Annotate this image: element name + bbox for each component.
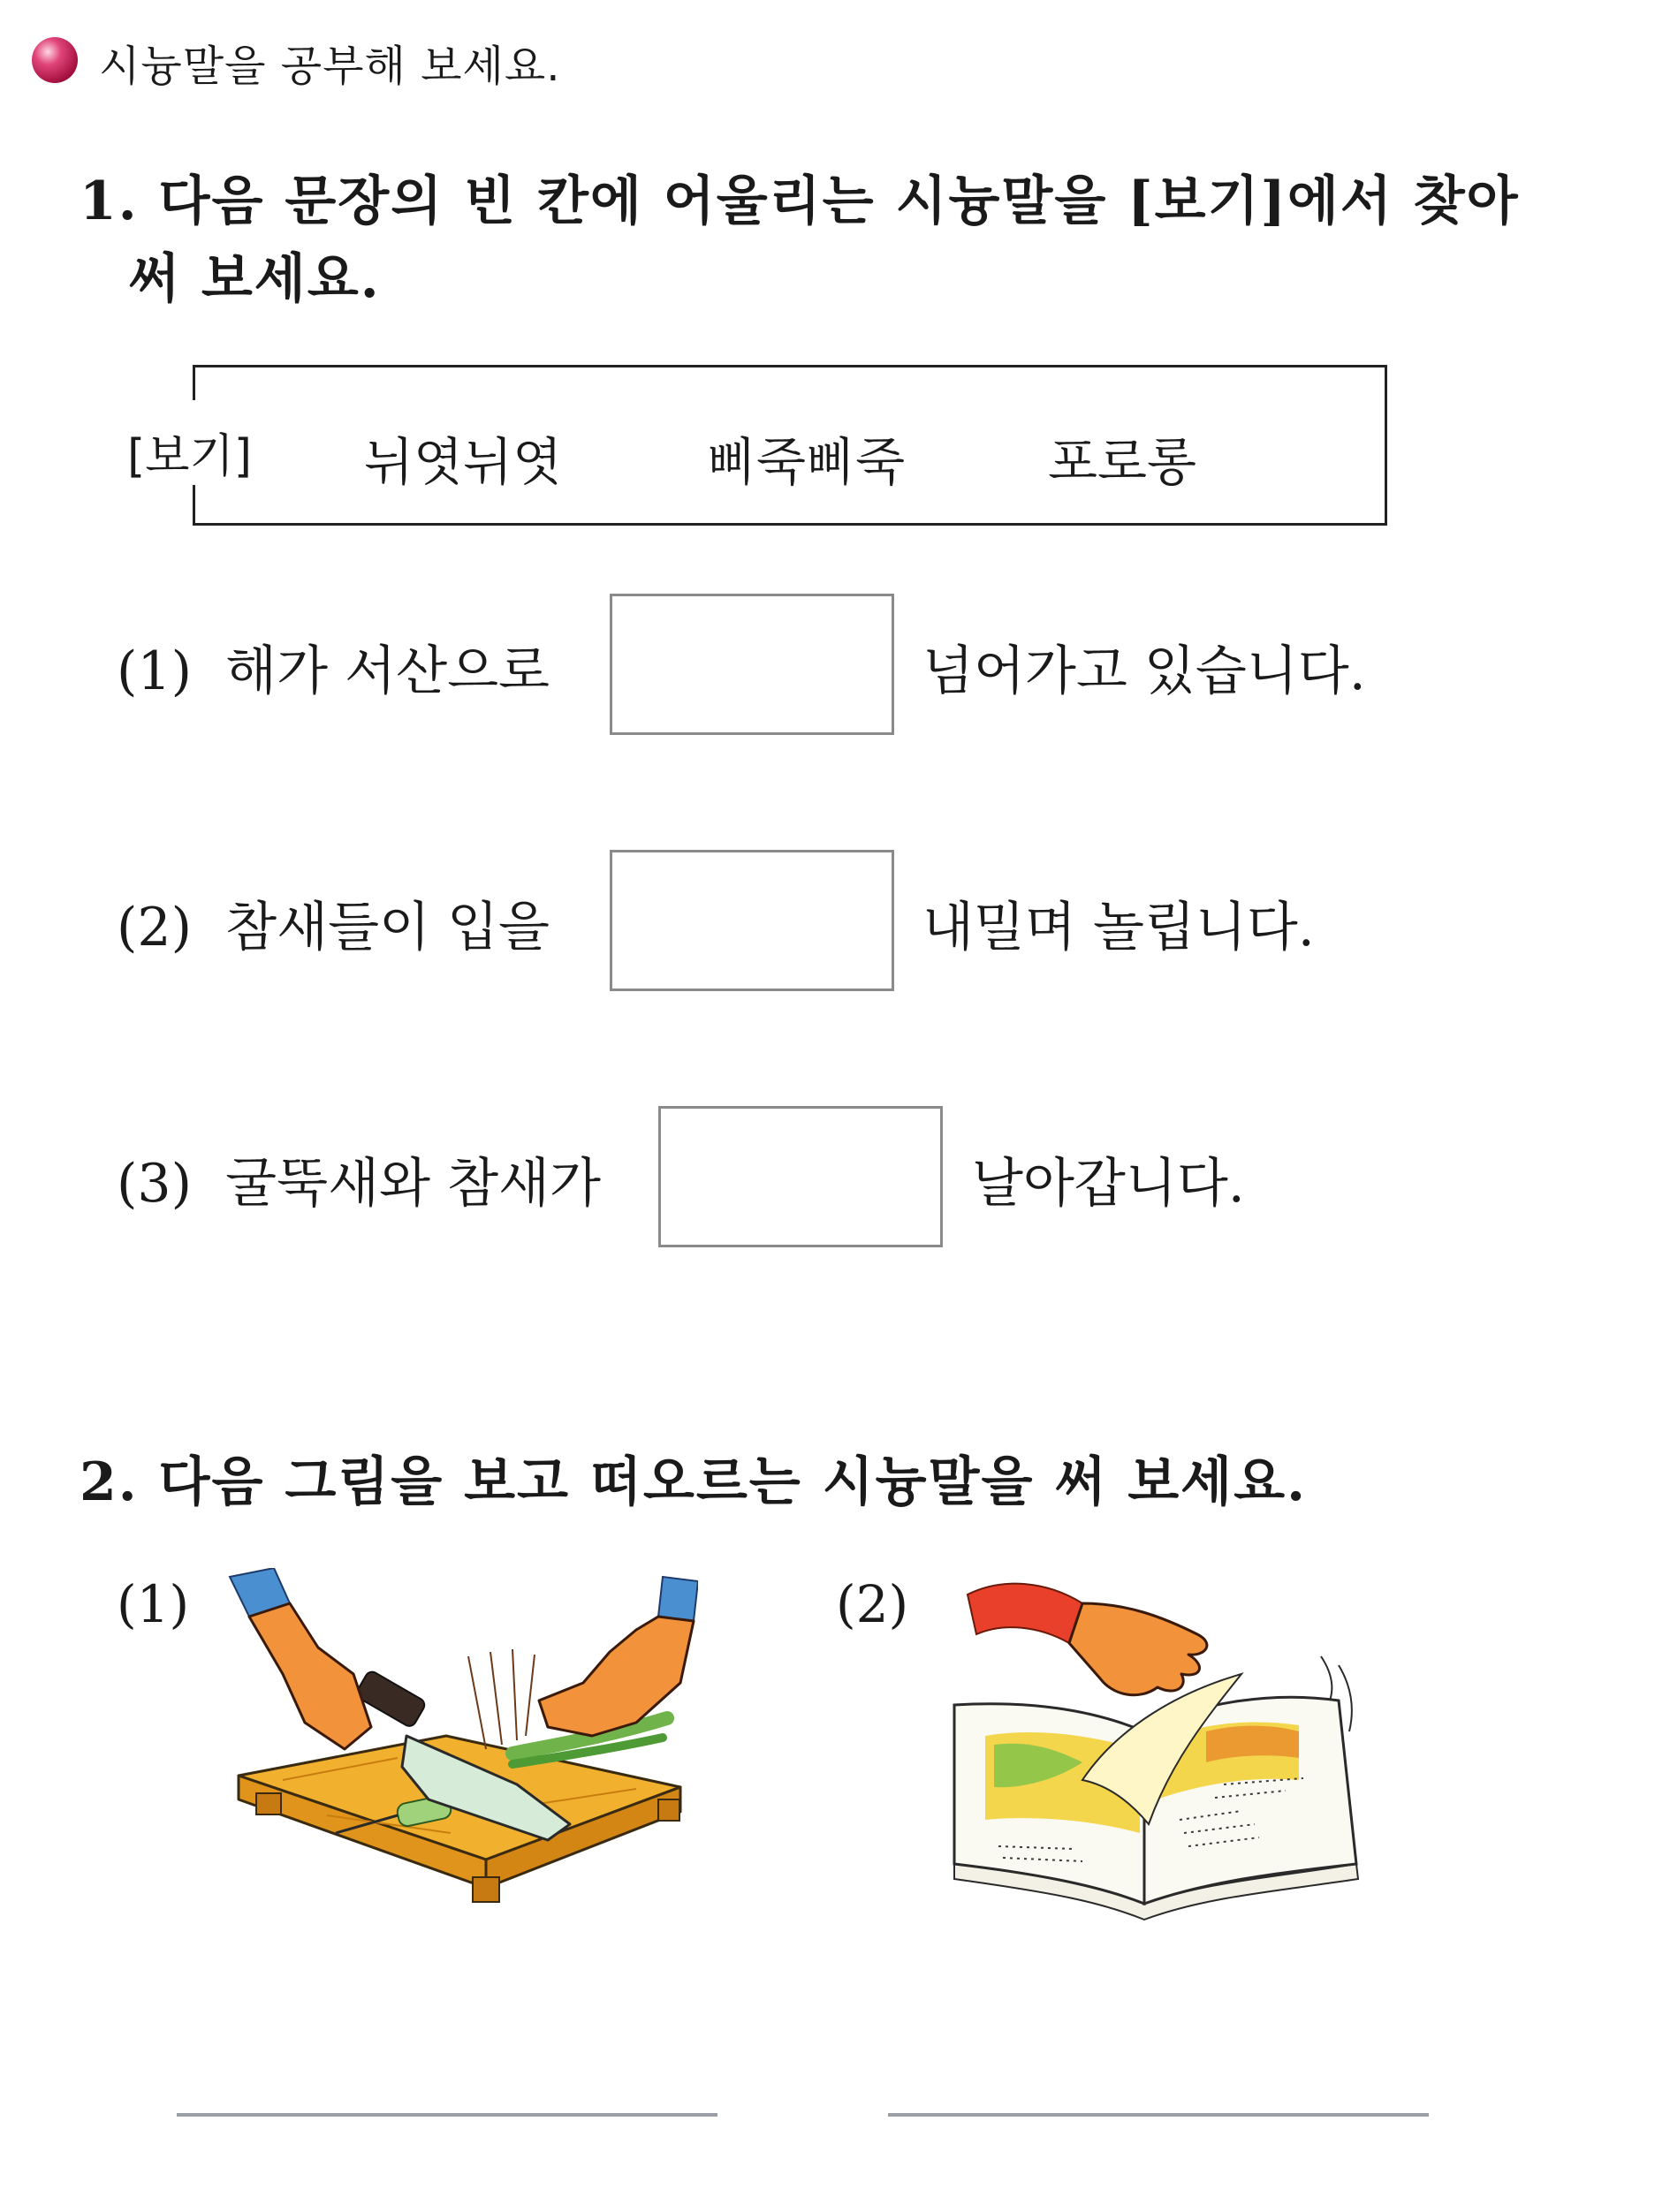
bogi-word: 삐죽삐죽 — [707, 432, 906, 492]
bogi-box-left-edge-top — [193, 365, 195, 400]
picture1-answer-line[interactable] — [177, 2113, 717, 2117]
item1-before-text: 해가 서산으로 — [225, 640, 550, 702]
page-flipping-illustration — [950, 1568, 1365, 1957]
question1-text-line2: 써 보세요. — [128, 248, 381, 310]
bogi-label: [보기] — [125, 419, 254, 485]
bullet-icon — [32, 37, 78, 83]
bogi-word: 뉘엿뉘엿 — [364, 432, 563, 492]
item1-number: (1) — [117, 640, 192, 702]
page-heading: 시늉말을 공부해 보세요. — [99, 42, 561, 91]
item2-answer-box[interactable] — [610, 850, 894, 991]
picture2-label: (2) — [836, 1574, 909, 1634]
item2-after-text: 내밀며 놀립니다. — [922, 897, 1315, 958]
item1-answer-box[interactable] — [610, 594, 894, 735]
item3-answer-box[interactable] — [658, 1106, 943, 1247]
item1-after-text: 넘어가고 있습니다. — [922, 640, 1366, 702]
question1-text-line1: 1. 다음 문장의 빈 칸에 어울리는 시늉말을 [보기]에서 찾아 — [80, 170, 1520, 232]
item2-number: (2) — [117, 897, 192, 958]
question2-text: 2. 다음 그림을 보고 떠오르는 시늉말을 써 보세요. — [80, 1451, 1307, 1513]
item2-prefix — [117, 885, 550, 961]
item3-after-text: 날아갑니다. — [972, 1153, 1245, 1215]
picture2-answer-line[interactable] — [888, 2113, 1429, 2117]
item3-before-text: 굴뚝새와 참새가 — [225, 1153, 601, 1215]
item2-before-text: 참새들이 입을 — [225, 897, 550, 958]
item1-prefix — [117, 629, 550, 705]
chopping-illustration — [221, 1568, 698, 1948]
item3-prefix — [117, 1141, 601, 1217]
picture1-label: (1) — [117, 1574, 190, 1634]
bogi-box-left-edge-bottom — [193, 483, 195, 526]
item3-number: (3) — [117, 1153, 192, 1215]
bogi-word: 포로롱 — [1048, 432, 1197, 492]
